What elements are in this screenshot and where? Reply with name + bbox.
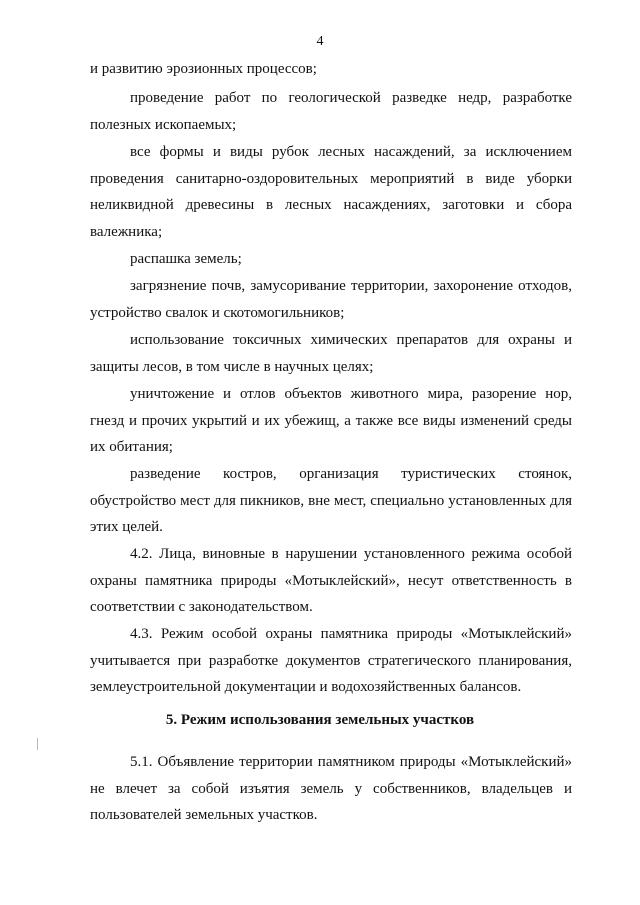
paragraph-toxic-chemicals: использование токсичных химических препаратов для охраны и защиты лесов, в том числе в научных целях; — [90, 332, 572, 375]
paragraph-forest-felling: все формы и виды рубок лесных насаждений, за исключением проведения санитарно-оздоровительных мероприятий в виде уборки неликвидной древесины в лесных насаждениях, заготовки и сбора валежника; — [90, 144, 572, 240]
paragraph-4-2: 4.2. Лица, виновные в нарушении установленного режима особой охраны памятника природы «Мотыклейский», несут ответственность в соответствии с законодательством. — [90, 546, 572, 615]
section-heading: 5. Режим использования земельных участков — [165, 712, 475, 728]
paragraph-campfires: разведение костров, организация туристических стоянок, обустройство мест для пикников, вне мест, специально установленных для этих целей. — [90, 466, 572, 535]
paragraph-plowing: распашка земель; — [130, 251, 242, 267]
paragraph-4-3: 4.3. Режим особой охраны памятника природы «Мотыклейский» учитывается при разработке документов стратегического планирования, землеустроительной документации и водохозяйственных балансов. — [90, 626, 572, 695]
paragraph-wildlife-destruction: уничтожение и отлов объектов животного мира, разорение нор, гнезд и прочих укрытий и их убежищ, а также все виды изменений среды их обитания; — [90, 386, 572, 455]
margin-mark — [37, 738, 38, 750]
paragraph-geological-works: проведение работ по геологической разведке недр, разработке полезных ископаемых; — [90, 90, 572, 133]
paragraph-soil-pollution: загрязнение почв, замусоривание территории, захоронение отходов, устройство свалок и скотомогильников; — [90, 278, 572, 321]
paragraph-continuation: и развитию эрозионных процессов; — [90, 61, 317, 77]
paragraph-5-1: 5.1. Объявление территории памятником природы «Мотыклейский» не влечет за собой изъятия земель у собственников, владельцев и пользователей земельных участков. — [90, 754, 572, 823]
page-number: 4 — [316, 34, 324, 49]
